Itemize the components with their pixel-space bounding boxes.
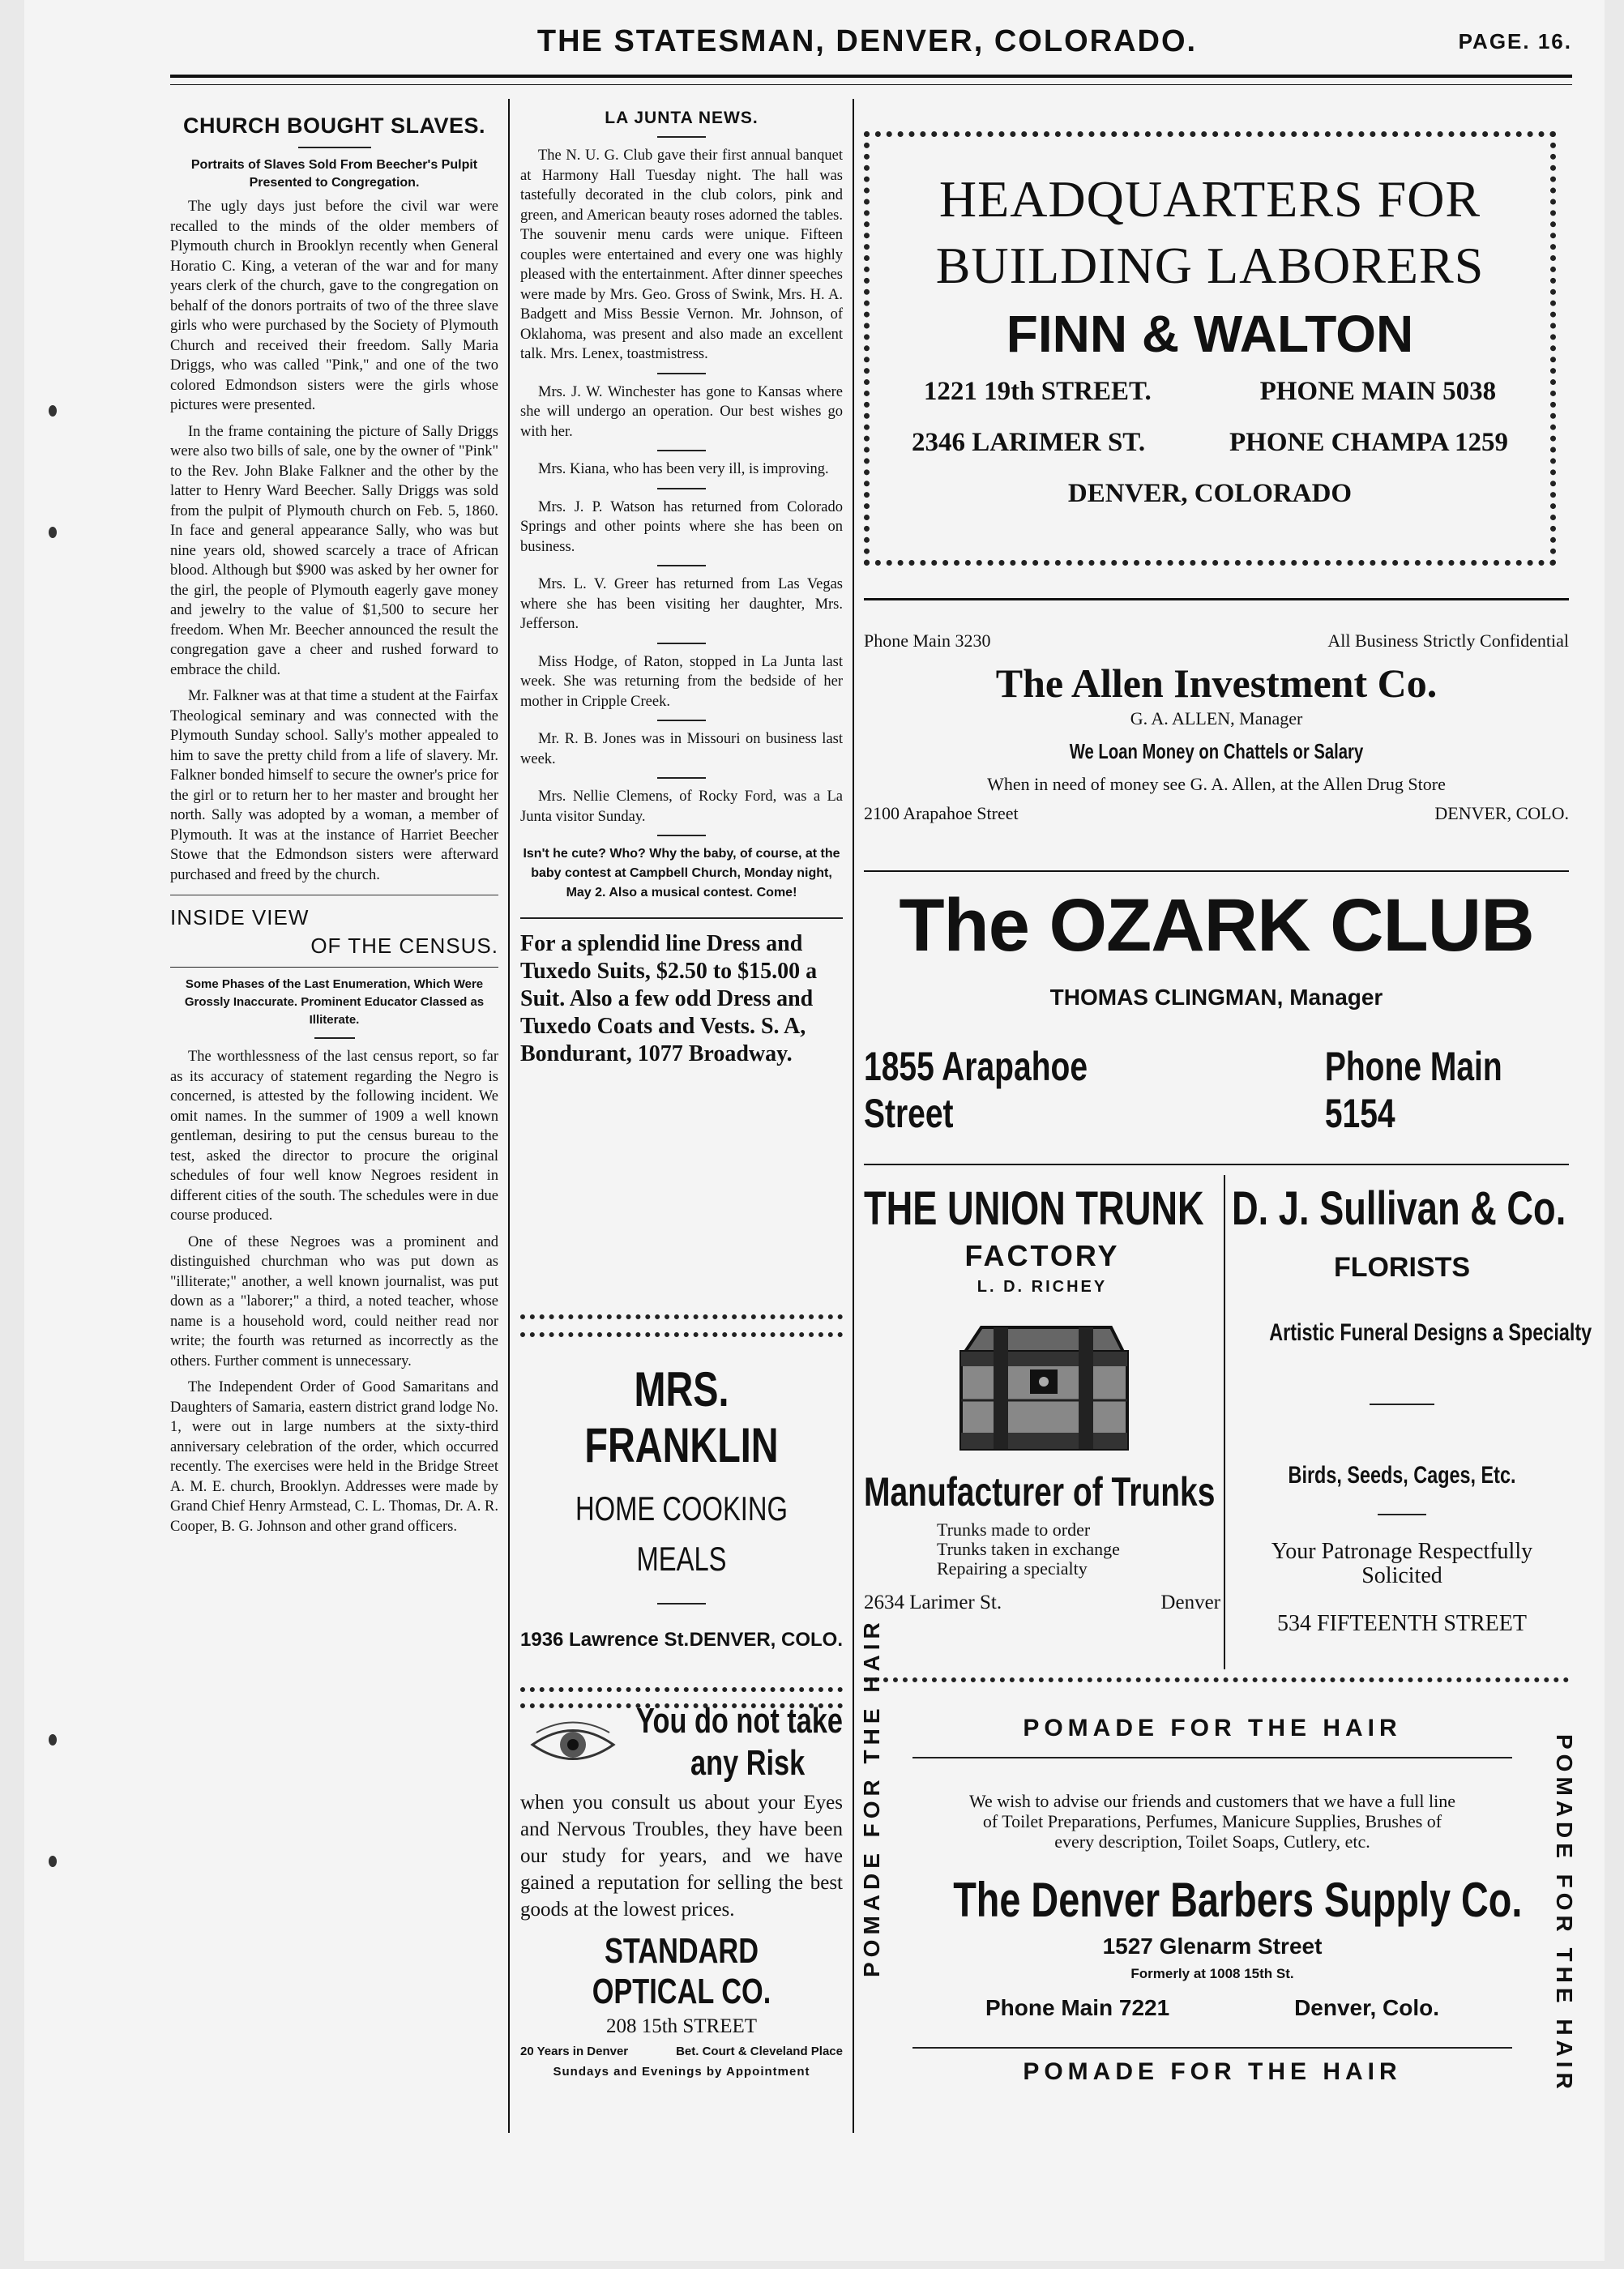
optical-ad bbox=[520, 1700, 843, 2079]
divider bbox=[170, 967, 498, 968]
divider bbox=[912, 1757, 1512, 1758]
ad-city: DENVER, COLORADO bbox=[1067, 479, 1353, 508]
divider bbox=[657, 777, 706, 779]
article-subhead: Some Phases of the Last Enumeration, Which Were Grossly Inaccurate. Prominent Educator Classed as Illiterate. bbox=[184, 977, 485, 1027]
ad-headline: any Risk bbox=[690, 1743, 806, 1783]
page-number: PAGE. 16. bbox=[1458, 29, 1572, 53]
ad-line: Birds, Seeds, Cages, Etc. bbox=[1288, 1462, 1516, 1489]
news-item: Miss Hodge, of Raton, stopped in La Junta last week. She was returning from the bedside of her mother in Cripple Creek. bbox=[520, 653, 843, 710]
divider bbox=[657, 488, 706, 489]
ad-line: Manufacturer of Trunks bbox=[864, 1469, 1216, 1515]
ad-details bbox=[520, 2045, 843, 2058]
paragraph: In the frame containing the picture of Sally Driggs were also two bills of sale, one by the owner of "Pink" to the Rev. John Blake Falkner and the other by the latter to Henry Ward Beecher. Sally Driggs was sold from the pulpit of Plymouth church on Feb. 5, 1860. In face and general appearance Sally, who was but nine years old, showed scarcely a trace of African blood. Although but $900 was asked by her owner for the girl, the people of Plymouth eagerly gave money and jewelry to the value of $1,500 to secure her freedom. When Mr. Beecher announced the result the congregation gave a cheer and rushed forward to embrace the child. bbox=[170, 423, 498, 678]
ad-body: when you consult us about your Eyes and Nervous Troubles, they have been our study for years, and we have gained a reputation for selling the best goods at the lowest prices. bbox=[520, 1792, 843, 1921]
ad-city: Denver, Colo. bbox=[1294, 1995, 1439, 2020]
ad-city: DENVER, COLO. bbox=[689, 1629, 843, 1651]
ad-row bbox=[864, 630, 1569, 652]
ad-body: We wish to advise our friends and customers that we have a full line of Toilet Preparations, Perfumes, Manicure Supplies, Brushes of every description, Toilet Soaps, Cutlery, etc. bbox=[968, 1791, 1455, 1852]
margin-mark bbox=[49, 405, 57, 417]
newspaper-page bbox=[24, 0, 1605, 2261]
divider bbox=[1378, 1514, 1426, 1515]
ad-line: MEALS bbox=[636, 1540, 727, 1578]
margin-mark bbox=[49, 1856, 57, 1867]
ornament-border bbox=[520, 1314, 843, 1337]
ad-company: FINN & WALTON bbox=[1006, 305, 1414, 363]
ad-address: 1527 Glenarm Street bbox=[1102, 1934, 1323, 1959]
ad-years: 20 Years in Denver bbox=[520, 2045, 629, 2058]
paragraph: The worthlessness of the last census report, so far as its accuracy of statement regarding the Negro is concerned, is attested by the following incident. We omit names. In the summer of 1909 a well known gentleman, desiring to put the census bureau to the test, asked the director to procure the original schedules of four well know Negroes resident in different cities of the south. The schedules were in due course produced. bbox=[170, 1049, 498, 1224]
news-item: The N. U. G. Club gave their first annual banquet at Harmony Hall Tuesday night. The hall was tastefully decorated in the club colors, pink and green, and American beauty roses adorned the tables. The souvenir menu cards were unique. Fifteen couples were entertained and every one was highly pleased with the entertainment. After dinner speeches were made by Mrs. Geo. Gross of Swink, Mrs. H. A. Badgett and Miss Bessie Vernon. Mr. Johnson, of Oklahoma, was present and also made an excellent talk. Mrs. Lenex, toastmistress. bbox=[520, 147, 843, 362]
divider bbox=[657, 720, 706, 721]
article-body bbox=[170, 197, 498, 885]
margin-mark bbox=[49, 527, 57, 538]
ad-city: Denver bbox=[1160, 1592, 1220, 1613]
article-headline: INSIDE VIEW bbox=[170, 905, 310, 929]
ad-line: HOME COOKING bbox=[575, 1489, 788, 1528]
allen-ad bbox=[864, 630, 1569, 824]
news-item: Mrs. L. V. Greer has returned from Las Vegas where she has been visiting her daughter, Mrs. Jefferson. bbox=[520, 576, 843, 632]
masthead bbox=[162, 24, 1572, 59]
divider bbox=[657, 1603, 706, 1605]
ad-line: Trunks made to order bbox=[937, 1519, 1091, 1540]
ad-company: D. J. Sullivan & Co. bbox=[1232, 1182, 1566, 1235]
article-subhead: Portraits of Slaves Sold From Beecher's Pulpit Presented to Congregation. bbox=[190, 158, 478, 190]
ad-address: 2634 Larimer St. bbox=[864, 1592, 1002, 1613]
divider bbox=[912, 2047, 1512, 2049]
ad-row bbox=[870, 428, 1550, 458]
ad-services bbox=[864, 1520, 1220, 1579]
ad-row bbox=[985, 1995, 1439, 2021]
ornament-border bbox=[864, 1677, 1569, 1692]
paragraph: One of these Negroes was a prominent and distinguished churchman who was put down as "illiterate;" another, a well known journalist, was put down as a "laborer;" a third, a noted teacher, whose name is a household word, could neither read nor write; the fourth was returned as incorrectly as the others. Further comment is unnecessary. bbox=[170, 1233, 498, 1370]
ad-footer bbox=[520, 1629, 843, 1652]
sullivan-ad bbox=[1232, 1182, 1592, 1637]
article-body bbox=[170, 1047, 498, 1536]
news-headline: LA JUNTA NEWS. bbox=[605, 109, 759, 127]
franklin-ad bbox=[520, 1314, 843, 1671]
ad-line: When in need of money see G. A. Allen, at the Allen Drug Store bbox=[987, 774, 1446, 794]
divider bbox=[864, 598, 1569, 600]
ad-title: MRS. FRANKLIN bbox=[584, 1362, 779, 1472]
divider bbox=[314, 1037, 355, 1039]
divider bbox=[657, 136, 706, 138]
ad-note: All Business Strictly Confidential bbox=[1327, 630, 1569, 651]
divider bbox=[657, 835, 706, 836]
ad-company: The OZARK CLUB bbox=[899, 884, 1534, 967]
ad-address: 208 15th STREET bbox=[605, 2015, 758, 2037]
news-item: Mrs. J. W. Winchester has gone to Kansas where she will undergo an operation. Our best wishes go with her. bbox=[520, 383, 843, 440]
paragraph: The ugly days just before the civil war were recalled to the minds of the older members of Plymouth church in Brooklyn recently when General Horatio C. King, a veteran of the war and for many years clerk of the church, gave to the congregation on behalf of the donors portraits of two of the three slave girls who were purchased by the Society of Plymouth Church and received their freedom. Sally Maria Driggs, who was called "Pink," and one of the two colored Edmondson sisters were the girls whose pictures were presented. bbox=[170, 199, 498, 413]
masthead-title: THE STATESMAN, DENVER, COLORADO. bbox=[536, 24, 1198, 58]
ad-former-address: Formerly at 1008 15th St. bbox=[1130, 1966, 1294, 1981]
divider bbox=[864, 870, 1569, 872]
column-rule-1 bbox=[508, 99, 510, 2133]
paragraph: Mr. Falkner was at that time a student at the Fairfax Theological seminary and was connected with the Plymouth Sunday school. Sally's mother appealed to him to save the pretty child from a life of slavery. Mr. Falkner bonded himself to secure the owner's price for the girl or to return her to her master and brought her north. Sally was adopted by a woman, a member of Plymouth. It was at the instance of Harriet Beecher Stowe that the Edmondson sisters were afterward purchased and freed by the church. bbox=[170, 688, 498, 883]
ad-location: Bet. Court & Cleveland Place bbox=[676, 2045, 843, 2058]
ad-company: THE UNION TRUNK bbox=[864, 1182, 1204, 1235]
ad-line: Artistic Funeral Designs a Specialty bbox=[1269, 1319, 1592, 1346]
divider bbox=[864, 1164, 1569, 1165]
masthead-rule bbox=[170, 75, 1572, 78]
news-items bbox=[520, 146, 843, 836]
ad-address: 1855 Arapahoe Street bbox=[864, 1044, 1088, 1136]
divider bbox=[657, 450, 706, 451]
ad-phone: Phone Main 3230 bbox=[864, 630, 991, 651]
ad-row bbox=[870, 377, 1550, 407]
ad-address: 1221 19th STREET. bbox=[923, 377, 1152, 406]
hq-ad bbox=[864, 131, 1556, 566]
ad-manager: THOMAS CLINGMAN, Manager bbox=[1049, 985, 1383, 1010]
news-item: Mrs. Kiana, who has been very ill, is improving. bbox=[538, 461, 829, 477]
ad-line: BUILDING LABORERS bbox=[935, 237, 1485, 294]
ad-patronage: Your Patronage Respectfully Solicited bbox=[1271, 1539, 1533, 1588]
ad-address: 534 FIFTEENTH STREET bbox=[1277, 1611, 1527, 1636]
ad-row bbox=[864, 1592, 1220, 1614]
ad-address: 1936 Lawrence St. bbox=[520, 1629, 690, 1651]
vertical-banner-right: POMADE FOR THE HAIR bbox=[1552, 1734, 1577, 2094]
ad-phone: Phone Main 5154 bbox=[1325, 1044, 1503, 1136]
trunk-illustration bbox=[949, 1311, 1135, 1457]
ad-address: 2100 Arapahoe Street bbox=[864, 803, 1019, 823]
ad-company: The Allen Investment Co. bbox=[995, 660, 1438, 706]
ad-phone: PHONE CHAMPA 1259 bbox=[1229, 428, 1509, 457]
ad-hours: Sundays and Evenings by Appointment bbox=[553, 2065, 810, 2079]
ad-manager: G. A. ALLEN, Manager bbox=[1130, 708, 1303, 729]
divider bbox=[657, 565, 706, 566]
column-rule-2 bbox=[853, 99, 854, 2133]
vertical-banner-left: POMADE FOR THE HAIR bbox=[859, 1617, 884, 1977]
ad-phone: PHONE MAIN 5038 bbox=[1259, 377, 1497, 406]
divider bbox=[657, 373, 706, 374]
column-2 bbox=[520, 109, 843, 1068]
ad-city: DENVER, COLO. bbox=[1434, 803, 1569, 823]
ad-row bbox=[864, 803, 1569, 824]
ad-company: The Denver Barbers Supply Co. bbox=[953, 1873, 1523, 1927]
ad-line: HEADQUARTERS FOR bbox=[938, 170, 1481, 228]
ad-line: We Loan Money on Chattels or Salary bbox=[1069, 739, 1364, 763]
banner-top: POMADE FOR THE HAIR bbox=[1023, 1715, 1402, 1741]
ad-line: Repairing a specialty bbox=[937, 1558, 1088, 1579]
article-headline: OF THE CENSUS. bbox=[310, 934, 498, 958]
news-item: Mr. R. B. Jones was in Missouri on business last week. bbox=[520, 731, 843, 767]
ozark-ad bbox=[864, 883, 1569, 1137]
divider bbox=[520, 917, 843, 919]
margin-mark bbox=[49, 1734, 57, 1746]
ad-phone: Phone Main 7221 bbox=[985, 1995, 1170, 2020]
ad-address: 2346 LARIMER ST. bbox=[911, 428, 1146, 457]
ad-type: FLORISTS bbox=[1333, 1252, 1471, 1283]
paragraph: The Independent Order of Good Samaritans and Daughters of Samaria, eastern district grand lodge No. 1, were out in large numbers at the sixty-third anniversary celebration of the order, which occurred recently. The exercises were held in the Bridge Street A. M. E. church, Brooklyn. Addresses were made by Grand Chief Henry Armstead, C. L. Thomas, Dr. A. R. Cooper, B. G. Johnson and other grand officers. bbox=[170, 1379, 498, 1535]
column-rule-ads bbox=[1224, 1175, 1225, 1669]
divider bbox=[1370, 1404, 1434, 1405]
ad-line: Trunks taken in exchange bbox=[937, 1539, 1120, 1559]
ad-company: FACTORY bbox=[964, 1239, 1120, 1272]
divider bbox=[298, 147, 371, 148]
banner-bottom: POMADE FOR THE HAIR bbox=[1023, 2058, 1402, 2085]
baby-contest-notice: Isn't he cute? Who? Why the baby, of course, at the baby contest at Campbell Church, Monday night, May 2. Also a musical contest. Come! bbox=[523, 847, 840, 899]
masthead-rule-thin bbox=[170, 84, 1572, 85]
news-item: Mrs. J. P. Watson has returned from Colorado Springs and other points where she has been on business. bbox=[520, 498, 843, 555]
divider bbox=[657, 643, 706, 644]
news-item: Mrs. Nellie Clemens, of Rocky Ford, was a La Junta visitor Sunday. bbox=[520, 788, 843, 825]
ad-company: STANDARD OPTICAL CO. bbox=[592, 1931, 771, 2011]
column-1 bbox=[170, 113, 498, 1543]
article-headline: CHURCH BOUGHT SLAVES. bbox=[182, 113, 485, 138]
ad-owner: L. D. RICHEY bbox=[977, 1278, 1108, 1296]
trunk-ad bbox=[864, 1182, 1220, 1614]
ad-headline: You do not take bbox=[636, 1701, 843, 1741]
bondurant-ad: For a splendid line Dress and Tuxedo Suits, $2.50 to $15.00 a Suit. Also a few odd Dress and Tuxedo Coats and Vests. S. A, Bondurant, 1077 Broadway. bbox=[520, 931, 818, 1066]
ad-row bbox=[864, 1043, 1569, 1137]
